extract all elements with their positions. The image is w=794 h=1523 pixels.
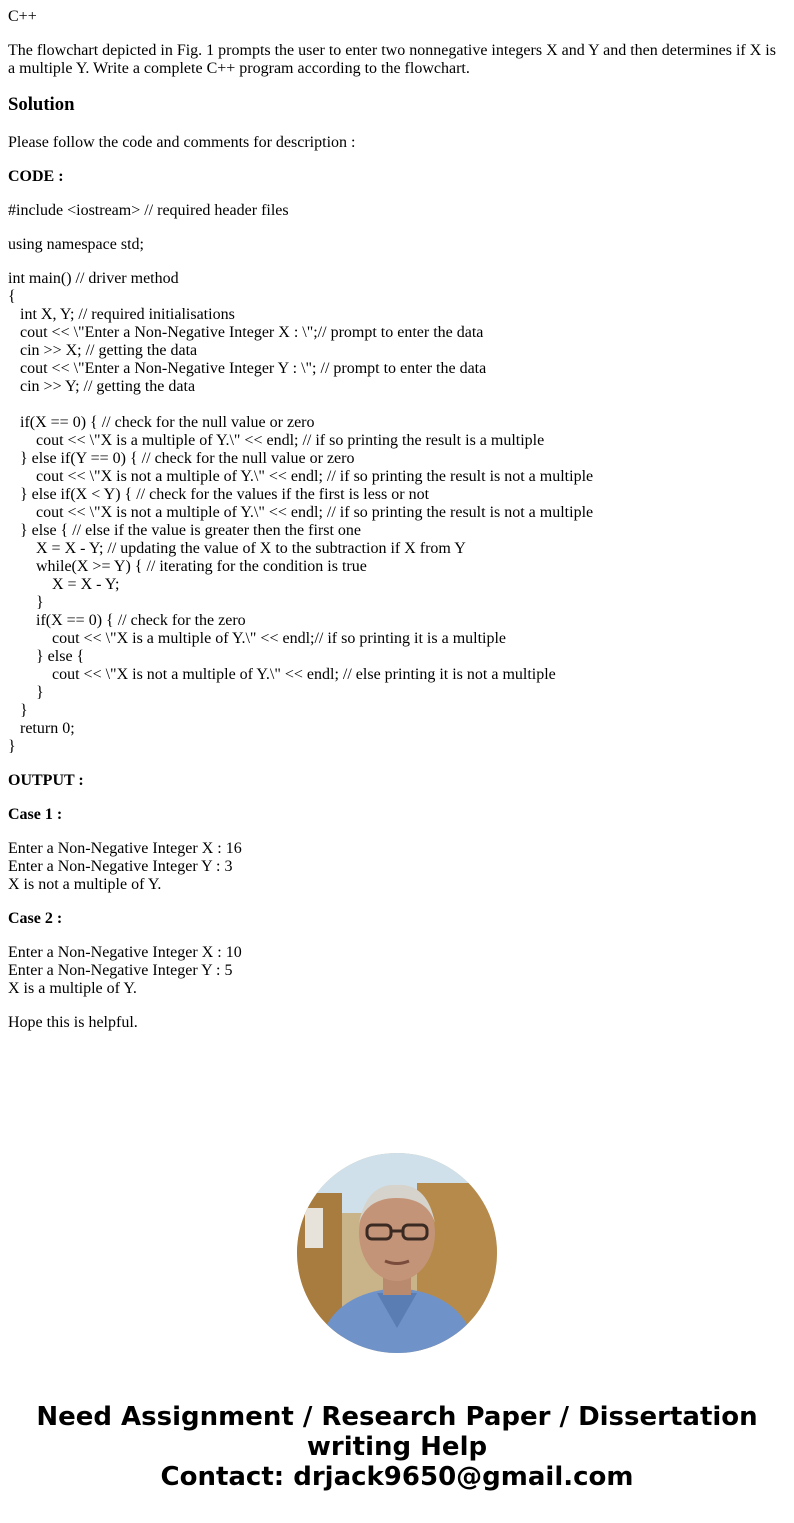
code-heading: CODE :: [8, 168, 64, 185]
closing-text: Hope this is helpful.: [8, 1014, 138, 1031]
code-line: cout << \"Enter a Non-Negative Integer X : \";// prompt to enter the data: [8, 324, 484, 341]
code-line: cin >> Y; // getting the data: [8, 378, 196, 395]
code-line: cout << \"X is a multiple of Y.\" << endl;// if so printing it is a multiple: [8, 630, 507, 647]
case2-line: Enter a Non-Negative Integer Y : 5: [8, 962, 233, 979]
question-topic: C++: [8, 8, 37, 25]
code-line: int X, Y; // required initialisations: [8, 306, 235, 323]
code-line: cout << \"X is not a multiple of Y.\" << endl; // if so printing the result is not a multiple: [8, 468, 594, 485]
solution-heading: Solution: [8, 94, 75, 115]
code-block: [8, 270, 786, 756]
namespace-line: using namespace std;: [8, 236, 144, 253]
code-line: } else if(X < Y) { // check for the values if the first is less or not: [8, 486, 430, 503]
code-line: {: [8, 288, 16, 305]
code-line: }: [8, 594, 44, 611]
code-line: if(X == 0) { // check for the zero: [8, 612, 246, 629]
banner-line-2: writing Help: [306, 1432, 488, 1462]
case2-line: X is a multiple of Y.: [8, 980, 137, 997]
case1-line: Enter a Non-Negative Integer X : 16: [8, 840, 242, 857]
case1-heading: Case 1 :: [8, 806, 63, 823]
code-line: cout << \"X is not a multiple of Y.\" << endl; // if so printing the result is not a multiple: [8, 504, 594, 521]
code-line: } else { // else if the value is greater then the first one: [8, 522, 362, 539]
code-line: return 0;: [8, 720, 75, 737]
author-portrait-illustration: [297, 1153, 497, 1353]
code-line: }: [8, 738, 16, 755]
code-line: if(X == 0) { // check for the null value or zero: [8, 414, 315, 431]
code-line: X = X - Y; // updating the value of X to the subtraction if X from Y: [8, 540, 466, 557]
question-text: The flowchart depicted in Fig. 1 prompts the user to enter two nonnegative integers X and Y and then determines if X is a multiple Y. Write a complete C++ program according to the flowchart.: [8, 42, 776, 77]
case1-line: Enter a Non-Negative Integer Y : 3: [8, 858, 233, 875]
case1-line: X is not a multiple of Y.: [8, 876, 162, 893]
case2-line: Enter a Non-Negative Integer X : 10: [8, 944, 242, 961]
code-line: }: [8, 684, 44, 701]
author-photo: [297, 1153, 497, 1353]
code-line: } else {: [8, 648, 85, 665]
promo-banner: [0, 1402, 794, 1492]
code-line: cout << \"X is a multiple of Y.\" << endl; // if so printing the result is a multiple: [8, 432, 545, 449]
banner-line-1: Need Assignment / Research Paper / Dissertation: [36, 1402, 758, 1432]
code-line: [8, 396, 786, 414]
case2-heading: Case 2 :: [8, 910, 63, 927]
case1-output: [8, 840, 786, 894]
code-line: while(X >= Y) { // iterating for the condition is true: [8, 558, 367, 575]
code-line: cin >> X; // getting the data: [8, 342, 198, 359]
include-line: #include <iostream> // required header files: [8, 202, 289, 219]
code-line: cout << \"X is not a multiple of Y.\" << endl; // else printing it is not a multiple: [8, 666, 556, 683]
code-line: cout << \"Enter a Non-Negative Integer Y : \"; // prompt to enter the data: [8, 360, 487, 377]
solution-intro: Please follow the code and comments for description :: [8, 134, 356, 151]
code-line: X = X - Y;: [8, 576, 120, 593]
code-line: int main() // driver method: [8, 270, 179, 287]
case2-output: [8, 944, 786, 998]
output-heading: OUTPUT :: [8, 772, 84, 789]
code-line: } else if(Y == 0) { // check for the null value or zero: [8, 450, 355, 467]
banner-contact: Contact: drjack9650@gmail.com: [160, 1462, 634, 1492]
document-content: [8, 8, 786, 1048]
code-line: }: [8, 702, 28, 719]
